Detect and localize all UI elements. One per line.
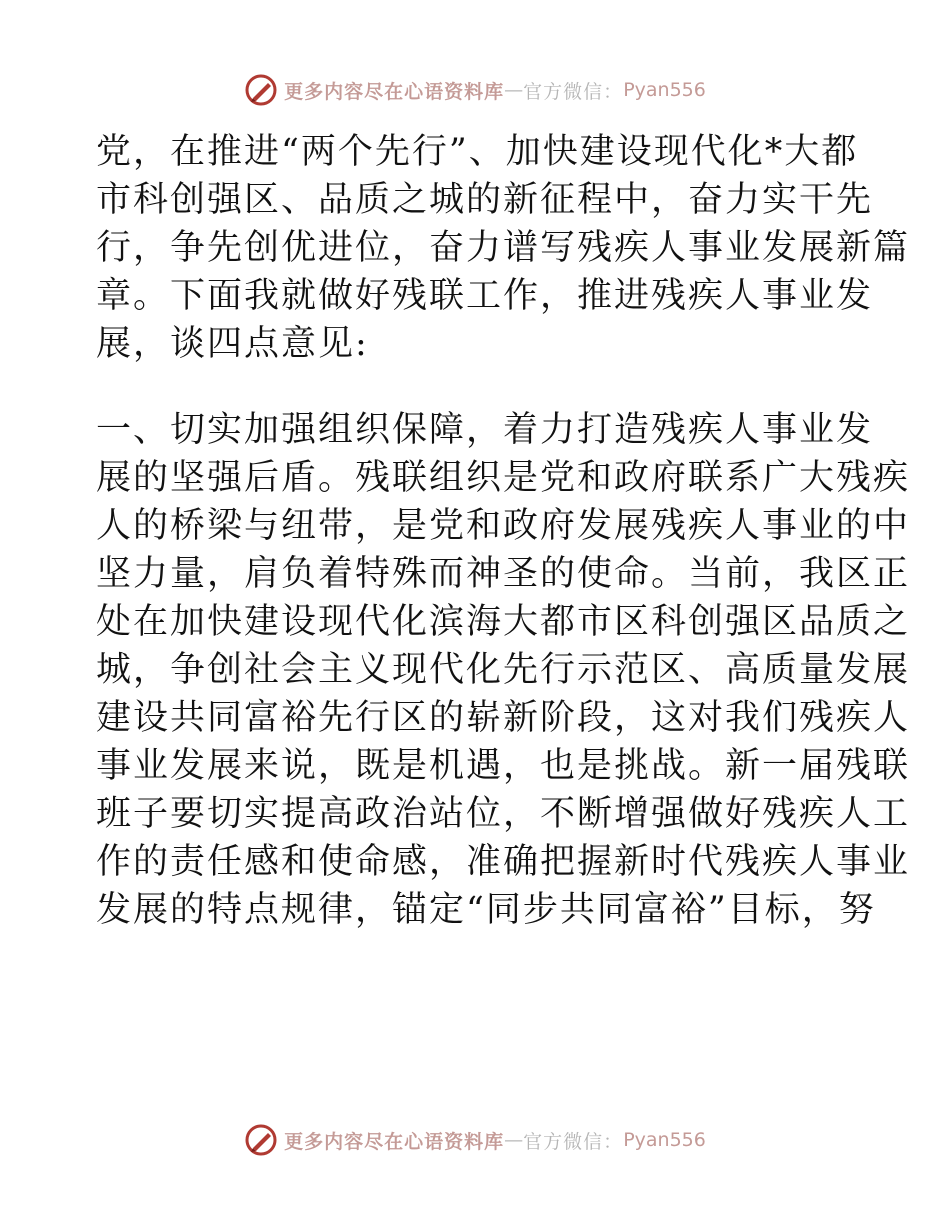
- text-line: 事业发展来说，既是机遇，也是挑战。新一届残联: [96, 746, 911, 786]
- text-line: 展的坚强后盾。残联组织是党和政府联系广大残疾: [96, 458, 911, 498]
- text-line: 处在加快建设现代化滨海大都市区科创强区品质之: [96, 602, 911, 642]
- text-line: 行，争先创优进位，奋力谱写残疾人事业发展新篇: [96, 228, 911, 268]
- banner-wechat-id: Pyan556: [623, 79, 706, 101]
- banner-dash: —: [504, 79, 524, 101]
- text-line: 城，争创社会主义现代化先行示范区、高质量发展: [96, 650, 911, 690]
- banner-brand-text: 更多内容尽在心语资料库: [284, 1130, 505, 1153]
- banner-wechat-id: Pyan556: [623, 1129, 706, 1151]
- text-line: 发展的特点规律，锚定“同步共同富裕”目标，努: [96, 890, 876, 930]
- paragraph-spacer: [96, 368, 856, 406]
- pen-logo-icon: [244, 73, 278, 107]
- text-line: 展，谈四点意见:: [96, 324, 369, 364]
- section-heading-line: 一、切实加强组织保障，着力打造残疾人事业发: [96, 410, 874, 450]
- banner-dash: —: [504, 1129, 524, 1151]
- banner-brand-text: 更多内容尽在心语资料库: [284, 80, 505, 103]
- text-line: 班子要切实提高政治站位，不断增强做好残疾人工: [96, 794, 911, 834]
- text-line: 章。下面我就做好残联工作，推进残疾人事业发: [96, 276, 874, 316]
- banner-wechat-label: 官方微信：: [523, 80, 624, 103]
- header-watermark-banner: [0, 70, 950, 110]
- document-body: [96, 128, 911, 934]
- text-line: 党，在推进“两个先行”、加快建设现代化*大都: [96, 132, 859, 172]
- banner-wechat-label: 官方微信：: [523, 1130, 624, 1153]
- text-line: 坚力量，肩负着特殊而神圣的使命。当前，我区正: [96, 554, 911, 594]
- paragraph-section-one: [96, 406, 911, 934]
- text-line: 人的桥梁与纽带，是党和政府发展残疾人事业的中: [96, 506, 911, 546]
- text-line: 建设共同富裕先行区的崭新阶段，这对我们残疾人: [96, 698, 911, 738]
- pen-logo-icon: [244, 1123, 278, 1157]
- footer-watermark-banner: [0, 1120, 950, 1160]
- text-line: 作的责任感和使命感，准确把握新时代残疾人事业: [96, 842, 911, 882]
- paragraph-intro: [96, 128, 911, 368]
- text-line: 市科创强区、品质之城的新征程中，奋力实干先: [96, 180, 874, 220]
